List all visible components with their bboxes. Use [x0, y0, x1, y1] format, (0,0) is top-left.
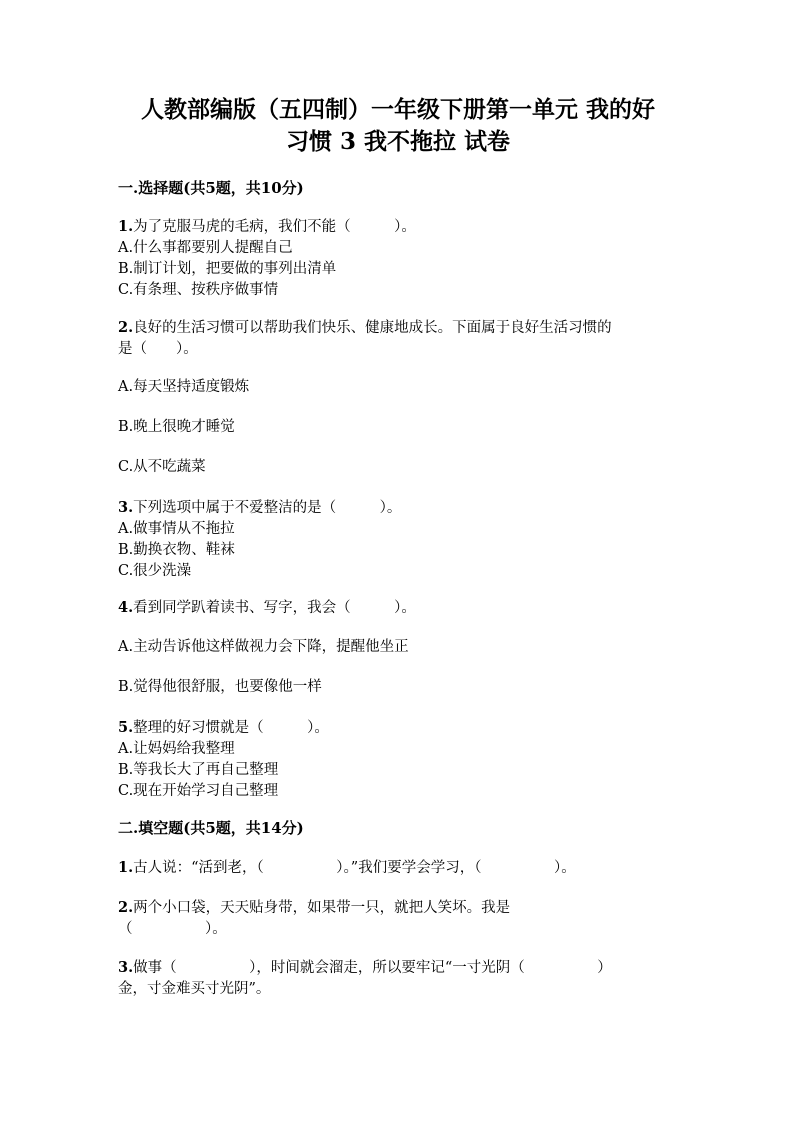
option-c: C.有条理、按秩序做事情 [118, 282, 279, 298]
question-2-option-b [118, 417, 678, 438]
option-b: B.觉得他很舒服，也要像他一样 [118, 679, 322, 695]
question-text: 整理的好习惯就是（ ）。 [133, 720, 329, 736]
question-1 [118, 216, 678, 301]
question-stem [118, 857, 678, 879]
option-a: A.什么事都要别人提醒自己 [118, 240, 293, 256]
section-heading-fill [118, 818, 678, 838]
question-number: 1. [118, 218, 134, 235]
section-heading-text: 二.填空题(共5题，共14分) [118, 819, 304, 837]
title-line-1: 人教部编版（五四制）一年级下册第一单元 我的好 [140, 96, 655, 123]
fill-question-3 [118, 957, 678, 1000]
question-text: 两个小口袋，天天贴身带，如果带一只，就把人笑坏。我是 [133, 900, 511, 916]
question-stem [118, 497, 678, 519]
question-stem [118, 897, 678, 919]
section-heading-text: 一.选择题(共5题，共10分) [118, 179, 304, 197]
exam-page [118, 94, 678, 997]
title-line-2: 习惯 3 我不拖拉 试卷 [285, 128, 511, 155]
option-a: A.每天坚持适度锻炼 [118, 379, 250, 395]
option-c: C.现在开始学习自己整理 [118, 783, 279, 799]
question-text: 古人说：“活到老，（ ）。”我们要学会学习，（ ）。 [133, 860, 576, 876]
question-stem [118, 957, 678, 979]
option-b: B.制订计划，把要做的事列出清单 [118, 261, 337, 277]
page-title [118, 94, 678, 158]
option-c: C.很少洗澡 [118, 563, 192, 579]
question-text: 为了克服马虎的毛病，我们不能（ ）。 [133, 219, 416, 235]
option-a: A.让妈妈给我整理 [118, 741, 235, 757]
fill-question-1 [118, 857, 678, 879]
option-b: B.晚上很晚才睡觉 [118, 419, 235, 435]
question-2 [118, 317, 678, 360]
question-5 [118, 717, 678, 802]
question-number: 4. [118, 599, 134, 616]
question-number: 5. [118, 719, 134, 736]
option-a: A.做事情从不拖拉 [118, 521, 235, 537]
question-number: 1. [118, 859, 134, 876]
question-number: 3. [118, 959, 134, 976]
question-stem [118, 717, 678, 739]
question-stem-continued: （ ）。 [118, 921, 227, 937]
question-text: 做事（ ），时间就会溜走，所以要牢记“一寸光阴（ ） [133, 960, 612, 976]
question-stem [118, 317, 678, 339]
question-text: 良好的生活习惯可以帮助我们快乐、健康地成长。下面属于良好生活习惯的 [133, 320, 612, 336]
question-stem [118, 216, 678, 238]
section-heading-choice [118, 178, 678, 198]
question-4-option-a [118, 637, 678, 658]
question-text: 看到同学趴着读书、写字，我会（ ）。 [133, 600, 416, 616]
option-b: B.勤换衣物、鞋袜 [118, 542, 235, 558]
question-stem-continued: 是（ ）。 [118, 341, 198, 357]
question-stem-continued: 金，寸金难买寸光阴”。 [118, 981, 271, 997]
question-text: 下列选项中属于不爱整洁的是（ ）。 [133, 500, 402, 516]
question-4-option-b [118, 677, 678, 698]
question-number: 2. [118, 899, 134, 916]
question-2-option-a [118, 377, 678, 398]
option-c: C.从不吃蔬菜 [118, 459, 206, 475]
question-number: 3. [118, 499, 134, 516]
option-a: A.主动告诉他这样做视力会下降，提醒他坐正 [118, 639, 409, 655]
question-3 [118, 497, 678, 582]
option-b: B.等我长大了再自己整理 [118, 762, 279, 778]
question-4 [118, 597, 678, 619]
question-stem [118, 597, 678, 619]
question-number: 2. [118, 319, 134, 336]
question-2-option-c [118, 457, 678, 478]
fill-question-2 [118, 897, 678, 940]
